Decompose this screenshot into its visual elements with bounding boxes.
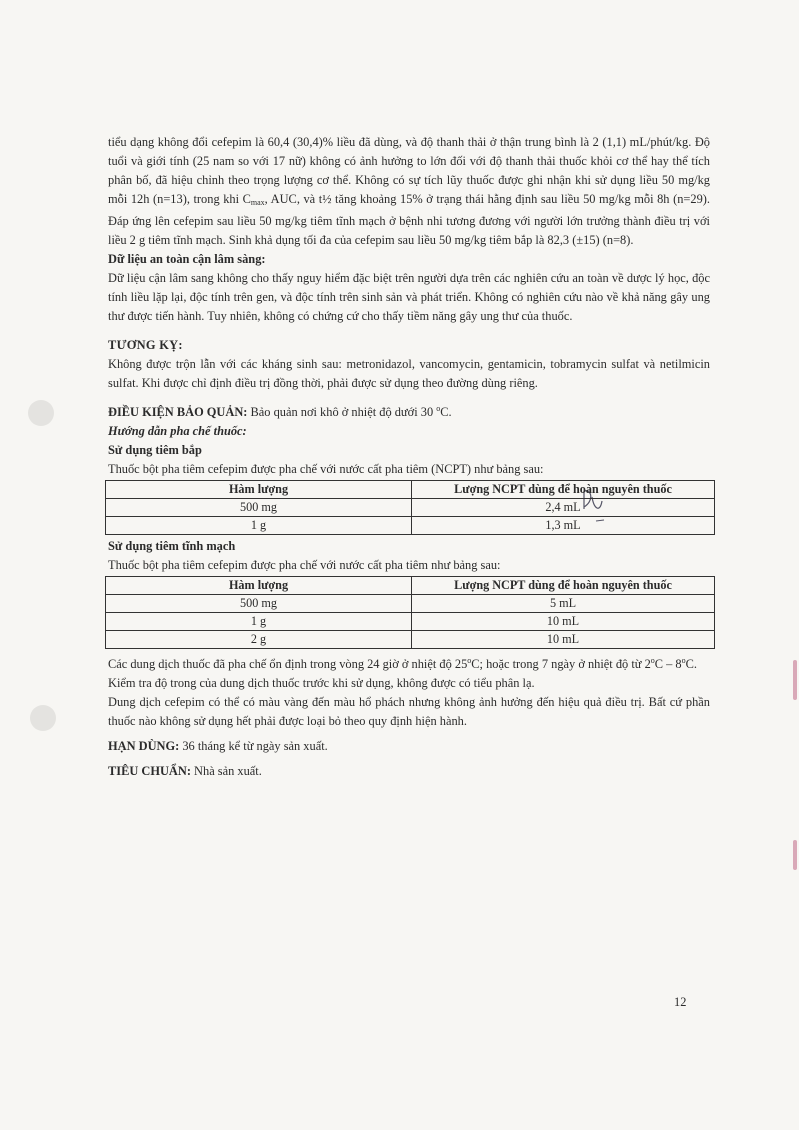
page-number: 12 [674,995,687,1009]
iv-cell-strength: 1 g [106,613,412,631]
iv-cell-volume: 10 mL [412,631,715,649]
iv-cell-volume: 10 mL [412,613,715,631]
table-row [106,595,715,613]
punch-hole-top [28,400,54,426]
im-cell-volume: 2,4 mL [412,499,715,517]
preclinical-text: Dữ liệu cận lâm sang không cho thấy nguy hiểm đặc biệt trên người dựa trên các nghiên cứu an toàn về dược lý học, độc tính liều lặp lại, độc tính trên gen, và độc tính trên sinh sản và phát triển. Không có nghiên cứu nào về khả năng gây ung thư được tiến hành. Tuy nhiên, không có chứng cứ cho thấy tiềm năng gây ung thư của thuốc. [108,271,710,323]
iv-cell-strength: 500 mg [106,595,412,613]
im-table [105,480,715,535]
standard-line: TIÊU CHUẨN: Nhà sản xuất. [108,764,262,778]
punch-hole-bottom [30,705,56,731]
edge-mark [793,660,797,700]
clarity-check-text: Kiểm tra độ trong của dung dịch thuốc trước khi sử dụng, không được có tiểu phân lạ. [108,676,535,690]
table-row [106,499,715,517]
iv-intro: Thuốc bột pha tiêm cefepim được pha chế với nước cất pha tiêm như bảng sau: [108,558,501,572]
im-intro: Thuốc bột pha tiêm cefepim được pha chế với nước cất pha tiêm (NCPT) như bảng sau: [108,462,544,476]
im-cell-strength: 500 mg [106,499,412,517]
preclinical-heading: Dữ liệu an toàn cận lâm sàng: [108,252,266,266]
stability-text: Các dung dịch thuốc đã pha chế ổn định trong vòng 24 giờ ở nhiệt độ 25$^o$C; hoặc trong 7 ngày ở nhiệt độ từ 2$^o$C – 8$^o$C. [108,656,698,671]
storage-line: ĐIỀU KIỆN BẢO QUẢN: Bảo quản nơi khô ở nhiệt độ dưới 30 $^o$C. [108,404,452,419]
iv-col-strength: Hàm lượng [106,577,412,595]
im-col-strength: Hàm lượng [106,481,412,499]
iv-col-volume: Lượng NCPT dùng để hoàn nguyên thuốc [412,577,715,595]
pharmacokinetics-paragraph: tiểu dạng không đổi cefepim là 60,4 (30,4)% liều đã dùng, và độ thanh thải ở thận trung bình là 2 (1,1) mL/phút/kg. Độ tuổi và giới tính (25 nam so với 17 nữ) không có ảnh hưởng to lớn đối với độ thanh thải thuốc khỏi cơ thể hay thể tích phân bố, đã hiệu chỉnh theo trọng lượng cơ thể. Không có sự tích lũy thuốc được ghi nhận khi sử dụng liều 50 mg/kg mỗi 12h (n=13), trong khi $C_{max}$, AUC, và t½ tăng khoảng 15% ở trạng thái hằng định sau liều 50 mg/kg mỗi 8h (n=29). Đáp ứng lên cefepim sau liều 50 mg/kg tiêm tĩnh mạch ở bệnh nhi tương đương với người lớn trưởng thành điều trị với liều 2 g tiêm tĩnh mạch. Sinh khả dụng tối đa của cefepim sau liều 50 mg/kg tiêm bắp là 82,3 (±15) (n=8). [108,135,710,247]
expiry-line: HẠN DÙNG: 36 tháng kể từ ngày sản xuất. [108,739,328,753]
incompatibility-heading: TƯƠNG KỴ: [108,338,183,352]
iv-table [105,576,715,649]
document-body [108,133,710,781]
im-cell-strength: 1 g [106,517,412,535]
edge-mark [793,840,797,870]
im-heading: Sử dụng tiêm bắp [108,443,202,457]
preparation-heading: Hướng dẫn pha chế thuốc: [108,424,247,438]
table-row [106,631,715,649]
iv-cell-volume: 5 mL [412,595,715,613]
iv-cell-strength: 2 g [106,631,412,649]
im-cell-volume: 1,3 mL [412,517,715,535]
incompatibility-text: Không được trộn lẫn với các kháng sinh sau: metronidazol, vancomycin, gentamicin, tobramycin sulfat và netilmicin sulfat. Khi được chỉ định điều trị đồng thời, phải được sử dụng theo đường dùng riêng. [108,357,710,390]
table-row [106,613,715,631]
iv-heading: Sử dụng tiêm tĩnh mạch [108,539,236,553]
im-col-volume: Lượng NCPT dùng để hoàn nguyên thuốc [412,481,715,499]
color-note-text: Dung dịch cefepim có thể có màu vàng đến màu hổ phách nhưng không ảnh hưởng đến hiệu quả điều trị. Bất cứ phần thuốc nào không sử dụng hết phải được loại bỏ theo quy định hiện hành. [108,695,710,728]
table-row [106,517,715,535]
